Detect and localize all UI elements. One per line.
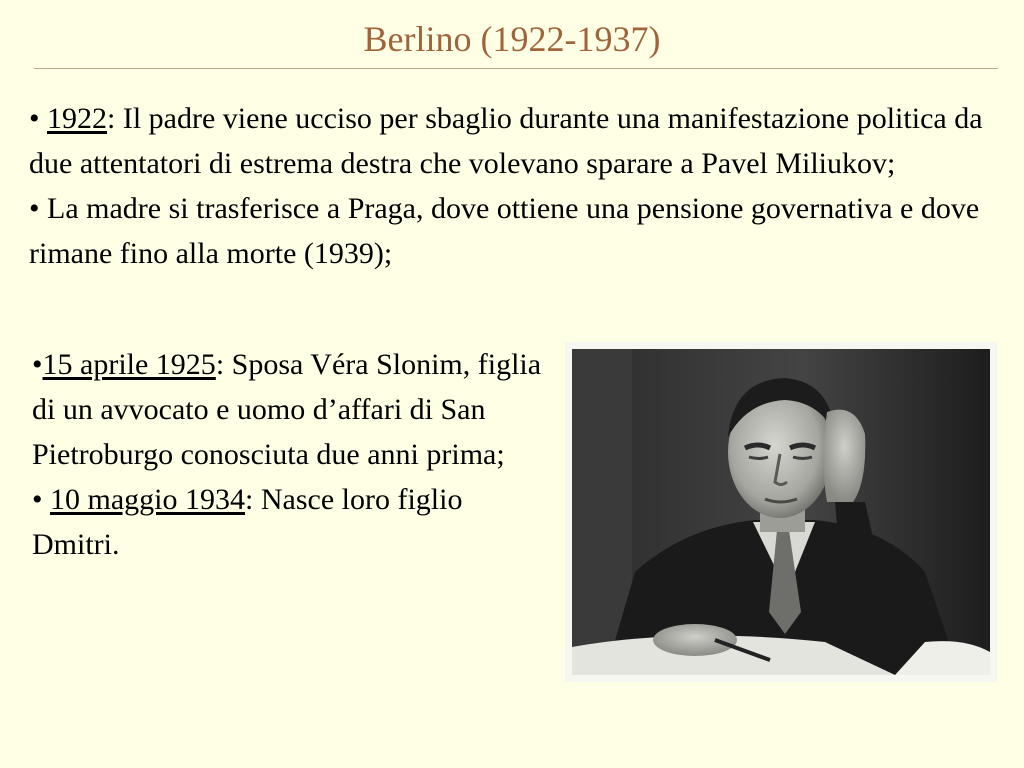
bullet-mark: • <box>32 483 51 516</box>
bullet-text: La madre si trasferisce a Praga, dove ottiene una pensione governativa e dove rimane fino alla morte (1939); <box>29 192 980 270</box>
date-1922: 1922 <box>47 102 108 135</box>
portrait-photo-drawing <box>565 342 997 682</box>
bullet-1925 <box>32 342 552 477</box>
date-1925: 15 aprile 1925 <box>42 348 216 381</box>
portrait-photo <box>565 342 997 682</box>
left-text-block <box>32 342 552 567</box>
bullet-text: : Sposa Véra Slonim, figlia di un avvocato e uomo d’affari di San Pietroburgo conosciuta due anni prima; <box>32 348 542 471</box>
bullet-text: : Nasce loro figlio Dmitri. <box>32 483 463 561</box>
bullet-text: : Il padre viene ucciso per sbaglio durante una manifestazione politica da due attentatori di estrema destra che volevano sparare a Pavel Miliukov; <box>29 102 983 180</box>
date-1934: 10 maggio 1934 <box>50 483 246 516</box>
bullet-mark: • <box>29 192 48 225</box>
bullet-1934 <box>32 477 552 567</box>
top-text-block <box>29 96 999 276</box>
slide-title: Berlino (1922-1937) <box>363 19 661 59</box>
bullet-mark: • <box>32 348 43 381</box>
bullet-1922 <box>29 96 999 186</box>
bullet-mother-prague <box>29 186 999 276</box>
title-divider <box>34 68 998 69</box>
bullet-mark: • <box>29 102 48 135</box>
